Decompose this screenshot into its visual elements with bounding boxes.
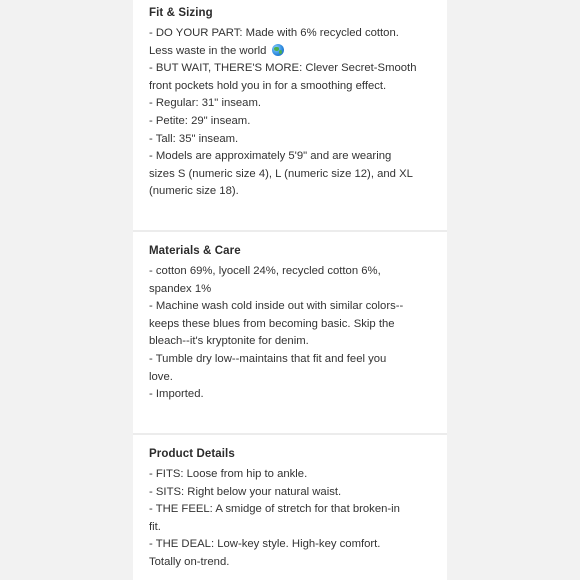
materials-care-body: [149, 263, 441, 404]
materials-line: spandex 1%: [149, 282, 212, 295]
materials-line: bleach--it's kryptonite for denim.: [149, 335, 309, 348]
product-details-section: [133, 435, 447, 580]
product-line: Totally on-trend.: [149, 555, 230, 568]
materials-care-section: [133, 232, 447, 433]
fit-line: - Petite: 29" inseam.: [149, 114, 251, 127]
product-line: - THE FEEL: A smidge of stretch for that broken-in: [149, 503, 400, 516]
fit-sizing-body: [149, 25, 441, 201]
product-line: fit.: [149, 520, 161, 533]
fit-line: - Models are approximately 5'9" and are wearing: [149, 150, 392, 163]
product-info-column: [133, 0, 447, 580]
fit-line: - Tall: 35" inseam.: [149, 132, 239, 145]
product-details-heading: Product Details: [149, 448, 235, 460]
fit-line: - DO YOUR PART: Made with 6% recycled cotton.: [149, 27, 399, 39]
fit-line: Less waste in the world: [149, 43, 441, 61]
product-line: - FITS: Loose from hip to ankle.: [149, 468, 308, 480]
materials-line: - cotton 69%, lyocell 24%, recycled cotton 6%,: [149, 265, 381, 277]
product-line: - SITS: Right below your natural waist.: [149, 485, 342, 498]
materials-line: love.: [149, 370, 173, 383]
materials-line: - Imported.: [149, 388, 204, 401]
fit-line: front pockets hold you in for a smoothing effect.: [149, 79, 387, 92]
materials-line: keeps these blues from becoming basic. Skip the: [149, 317, 395, 330]
globe-icon: [272, 44, 284, 56]
fit-sizing-section: [133, 0, 447, 230]
fit-line: sizes S (numeric size 4), L (numeric size 12), and XL: [149, 167, 413, 180]
product-details-body: [149, 466, 441, 572]
fit-line: - BUT WAIT, THERE'S MORE: Clever Secret-Smooth: [149, 62, 417, 75]
fit-line: - Regular: 31" inseam.: [149, 97, 262, 110]
fit-line: (numeric size 18).: [149, 185, 239, 198]
product-line: - THE DEAL: Low-key style. High-key comfort.: [149, 538, 381, 551]
materials-line: - Machine wash cold inside out with similar colors--: [149, 300, 404, 313]
fit-sizing-heading: Fit & Sizing: [149, 7, 213, 19]
materials-care-heading: Materials & Care: [149, 245, 241, 257]
materials-line: - Tumble dry low--maintains that fit and feel you: [149, 352, 387, 365]
